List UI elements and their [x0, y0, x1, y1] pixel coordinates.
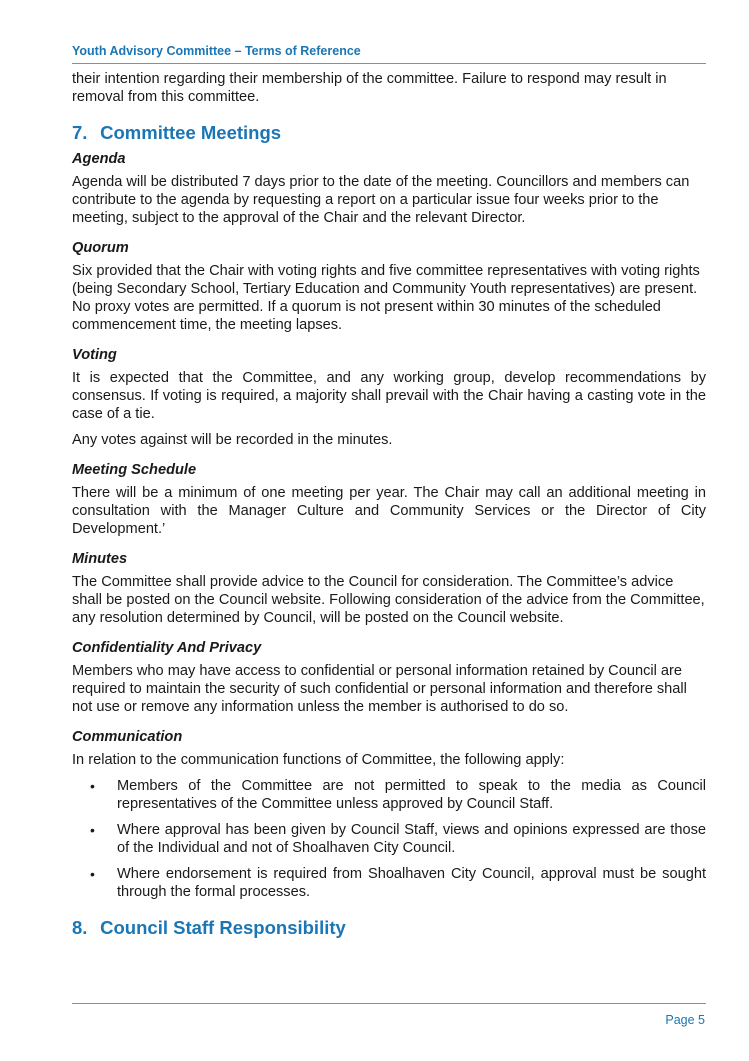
list-item [72, 821, 706, 857]
bullet-icon: • [90, 866, 95, 882]
footer-divider [72, 1003, 706, 1004]
intro-paragraph: their intention regarding their membership of the committee. Failure to respond may result in removal from this committee. [72, 71, 667, 105]
list-item-text: Where endorsement is required from Shoalhaven City Council, approval must be sought through the formal processes. [117, 866, 706, 900]
agenda-heading: Agenda [72, 151, 126, 167]
running-header: Youth Advisory Committee – Terms of Reference [72, 44, 361, 58]
communication-intro: In relation to the communication functions of Committee, the following apply: [72, 752, 565, 768]
section-7-heading [72, 122, 706, 144]
minutes-text: The Committee shall provide advice to the Council for consideration. The Committee’s advice shall be posted on the Council website. Following consideration of the advice from the Committee, any resolution determined by Council, will be posted on the Council website. [72, 574, 705, 626]
voting-text: It is expected that the Committee, and any working group, develop recommendations by consensus. If voting is required, a majority shall prevail with the Chair having a casting vote in the case of a tie. [72, 370, 706, 422]
quorum-text: Six provided that the Chair with voting rights and five committee representatives with voting rights (being Secondary School, Tertiary Education and Community Youth representatives) are present. No proxy votes are permitted. If a quorum is not present within 30 minutes of the scheduled commencement time, the meeting lapses. [72, 263, 700, 333]
voting-heading: Voting [72, 347, 117, 363]
list-item-text: Where approval has been given by Council Staff, views and opinions expressed are those of the Individual and not of Shoalhaven City Council. [117, 822, 706, 856]
communication-heading: Communication [72, 729, 183, 745]
section-7-number: 7. [72, 122, 88, 143]
voting-text-2: Any votes against will be recorded in the minutes. [72, 432, 393, 448]
list-item [72, 865, 706, 901]
section-8-number: 8. [72, 917, 88, 938]
agenda-text: Agenda will be distributed 7 days prior to the date of the meeting. Councillors and members can contribute to the agenda by requesting a report on a particular issue four weeks prior to the meeting, subject to the approval of the Chair and the relevant Director. [72, 174, 690, 226]
quorum-heading: Quorum [72, 240, 129, 256]
confidentiality-text: Members who may have access to confidential or personal information retained by Council are required to maintain the security of such confidential or personal information and therefore shall not use or remove any information unless the member is authorised to do so. [72, 663, 687, 715]
meeting-schedule-text: There will be a minimum of one meeting per year. The Chair may call an additional meeting in consultation with the Manager Culture and Community Services or the Director of City Development.’ [72, 485, 706, 537]
bullet-icon: • [90, 778, 95, 794]
page-number: Page 5 [665, 1013, 705, 1027]
list-item [72, 777, 706, 813]
page-body [72, 70, 706, 945]
communication-list [72, 777, 706, 901]
minutes-heading: Minutes [72, 551, 128, 567]
section-8-heading [72, 917, 706, 939]
list-item-text: Members of the Committee are not permitted to speak to the media as Council representatives of the Committee unless approved by Council Staff. [117, 778, 706, 812]
confidentiality-heading: Confidentiality And Privacy [72, 640, 262, 656]
section-8-title: Council Staff Responsibility [100, 917, 346, 938]
meeting-schedule-heading: Meeting Schedule [72, 462, 197, 478]
section-7-title: Committee Meetings [100, 122, 282, 143]
bullet-icon: • [90, 822, 95, 838]
header-divider [72, 63, 706, 64]
